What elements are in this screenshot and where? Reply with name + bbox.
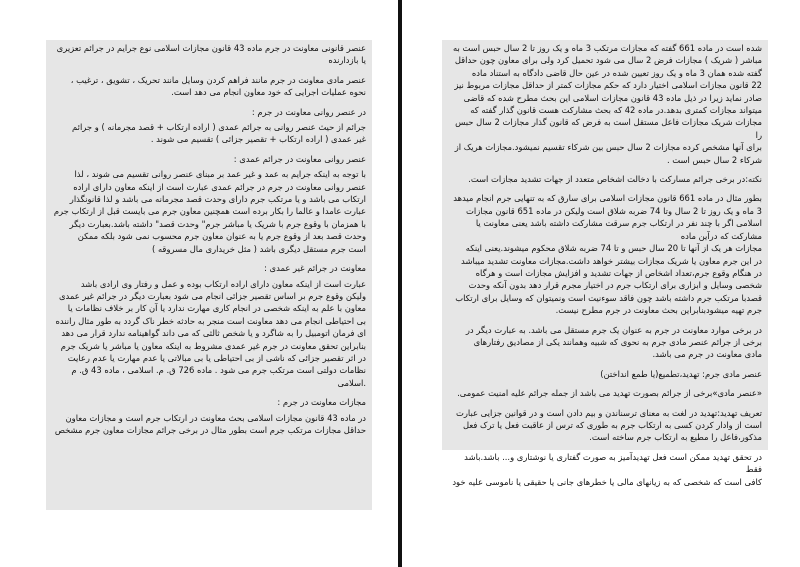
- left-paragraph: عبارت است از اینکه معاون دارای اراده ارتکاب بوده و عمل و رفتار وی ارادی باشد ولیکن وقوع جرم بر اساس تقصیر جزائی انجام می شود بعبارت دیگر در جرائم غیر عمدی معاون با علم به اینکه شخصی در انجام کاری مهارت ندارد یا آن کار بر خلاف نظامات یا بی احتیاطی انجام می دهد معاونت است منجر به حادثه خطر ناک گردد به طور مثال راننده ای فرمان اتومبیل را به شاگرد و یا شخص ثالثی که می داند گواهینامه ندارد قرار می دهد بنابراین تحقق معاونت در جرم غیر عمدی مشروط به اینکه معاون یا مباشر یا شریک جرم در اثر تقصیر جزائی که ناشی از بی احتیاطی یا بی مبالاتی یا عدم مهارت یا عدم رعایت نظامات دولتی است مرتکب جرم می شود . ماده 726 ق. م. اسلامی ، ماده 43 ق. م .اسلامی: [55, 278, 366, 388]
- right-paragraph: بطور مثال در ماده 661 قانون مجازات اسلامی برای سارق که به تنهایی جرم انجام میدهد 3 ماه و یک روز تا 2 سال وتا 74 ضربه شلاق است ولیکن در ماده 651 قانون مجازات اسلامی اگر با چند نفر در ارتکاب جرم سرقت مشارکت داشته باشد یعنی معاونت یا مشارکت که درآین ماده مجازات هر یک از آنها تا 20 سال حبس و تا 74 ضربه شلاق محکوم میشوند.یعنی اینکه در این جرم معاون یا شریک مجازات بیشتر خواهد داشت.مجازات معاونت تشدید میباشد در هنگام وقوع جرم،تعداد اشخاص از جهات تشدید و افزایش مجازات است و هرگاه شخصی وسایل و ابزاری برای ارتکاب جرم در اختیار مجرم قرار دهد بدون آنکه وحدت قصدبا مرتکب جرم داشته باشد چون فاقد سوءنیت است ونمیتوان که وسایل برای ارتکاب جرم تهیه میشودبنابراین بحث معاونت در جرم مطرح نیست.: [453, 193, 762, 316]
- right-paragraph: شده است در ماده 661 گفته که مجازات مرتکب 3 ماه و یک روز تا 2 سال حبس است به مباشر ( شریک ) مجازات فرض 2 سال می شود تحمیل کرد ولی برای معاون چون حداقل گفته شده همان 3 ماه و یک روز تعیین شده در عین حال قاضی دادگاه به استناد ماده 22 قانون مجازات اسلامی اختیار دارد که حکم مجازات کمتر از حداقل مجازات مربوط نیز صادر نماید زیرا در ذیل ماده 43 قانون مجازات اسلامی این بحث مطرح شده که قاضی میتواند مجازات کمتری بدهد.در ماده 42 که بحث مشارکت هست قانون گذار گفته که مجازات شریک مجازات فاعل مستقل است به فرض که قانون گذار مجازات 2 سال حبس را برای آنها مشخص کرده مجازات 2 سال حبس بین شرکاء تقسیم نمیشود.مجازات هریک از شرکاء 2 سال حبس است .: [452, 43, 762, 165]
- right-paragraph: تعریف تهدید:تهدید در لغت به معنای ترسناندن و بیم دادن است و در قوانین جزایی عبارت است از وادار کردن کسی به ارتکاب جرم به طوری که ترس از عاقبت فعل یا ترک فعل مذکور،فاعل را مطیع به ارتکاب جرم ساخته است.: [455, 407, 762, 443]
- left-paragraph: عنصر مادی معاونت در جرم مانند فراهم کردن وسایل مانند تحریک ، تشویق ، ترغیب ، نحوه عملیات اجرایی که خود معاون انجام می دهد است.: [70, 74, 366, 98]
- left-paragraph: جرائم از حیث عنصر روانی به جرائم عمدی ( اراده ارتکاب + قصد مجرمانه ) و جرائم غیر عمدی ( اراده ارتکاب + تقصیر جزائی ) تقسیم می شوند .: [72, 122, 366, 145]
- left-paragraph: با توجه به اینکه جرایم به عمد و غیر عمد بر مبنای عنصر روانی تقسیم می شوند ، لذا عنصر روانی معاونت در جرم در جرائم عمدی عبارت است از اینکه معاون دارای اراده ارتکاب می باشد و یا مرتکب جرم دارای وحدت قصد مجرمانه می باشد و لذا قانونگذار عبارت عامدا و عالما را بکار برده است همچنین معاون جرم می بایست قبل از ارتکاب جرم با همزمان با وقوع جرم با شریک یا مباشر جرم" وحدت قصد" داشته باشد.بعبارت دیگر وحدت قصد بعد از وقوع جرم یا به عنوان معاون جرم محسوب نمی شود بلکه ممکن است جرم مستقل دیگری باشد ( مثل خریداری مال مسروقه ): [53, 169, 366, 254]
- left-paragraph: در ماده 43 قانون مجازات اسلامی بحث معاونت در ارتکاب جرم است و مجازات معاون حداقل مجازات مرتکب جرم است بطور مثال در برخی جرائم مجازات معاون جرم مشخص: [54, 412, 366, 435]
- right-page: [404, 0, 800, 567]
- right-page-text-block: [442, 40, 768, 487]
- left-page-text-block: [46, 40, 372, 510]
- page-divider: [398, 0, 402, 567]
- left-heading: عنصر روانی معاونت در جرائم عمدی :: [233, 153, 366, 164]
- left-paragraph: عنصر قانونی معاونت در جرم ماده 43 قانون مجازات اسلامی نوع جرایم در جرائم تعزیری یا بازدارنده: [56, 43, 366, 66]
- left-heading: معاونت در جرائم غیر عمدی :: [264, 263, 366, 274]
- right-paragraph: در برخی موارد معاونت در جرم به عنوان یک جرم مستقل می باشد. به عبارت دیگر در برخی از جرائم عنصر مادی جرم به نحوی که شبیه وهمانند یکی از مصادیق رفتارهای مادی معاونت در جرم می باشد.: [465, 324, 762, 360]
- right-heading: عنصر مادی جرم: تهدید،تطمیع(یا طمع انداختن): [600, 368, 762, 379]
- left-heading: در عنصر روانی معاونت در جرم :: [251, 106, 366, 117]
- right-paragraph: در تحقق تهدید ممکن است فعل تهدیدآمیز به صورت گفتاری یا نوشتاری و... باشد.باشد فقط کافی است که شخصی که به زیانهای مالی یا خطرهای جانی یا حقیقی یا ناموسی علیه خود: [452, 451, 762, 487]
- right-paragraph: «عنصر مادی»برخی از جرائم بصورت تهدید می باشد از جمله جرائم علیه امنیت عمومی.: [457, 388, 762, 399]
- left-heading: مجازات معاونت در جرم :: [277, 397, 366, 408]
- left-page: [0, 0, 396, 567]
- right-note: نکته:در برخی جرائم مسارکت با دخالت اشخاص متعدد از جهات تشدید مجازات است.: [468, 174, 762, 185]
